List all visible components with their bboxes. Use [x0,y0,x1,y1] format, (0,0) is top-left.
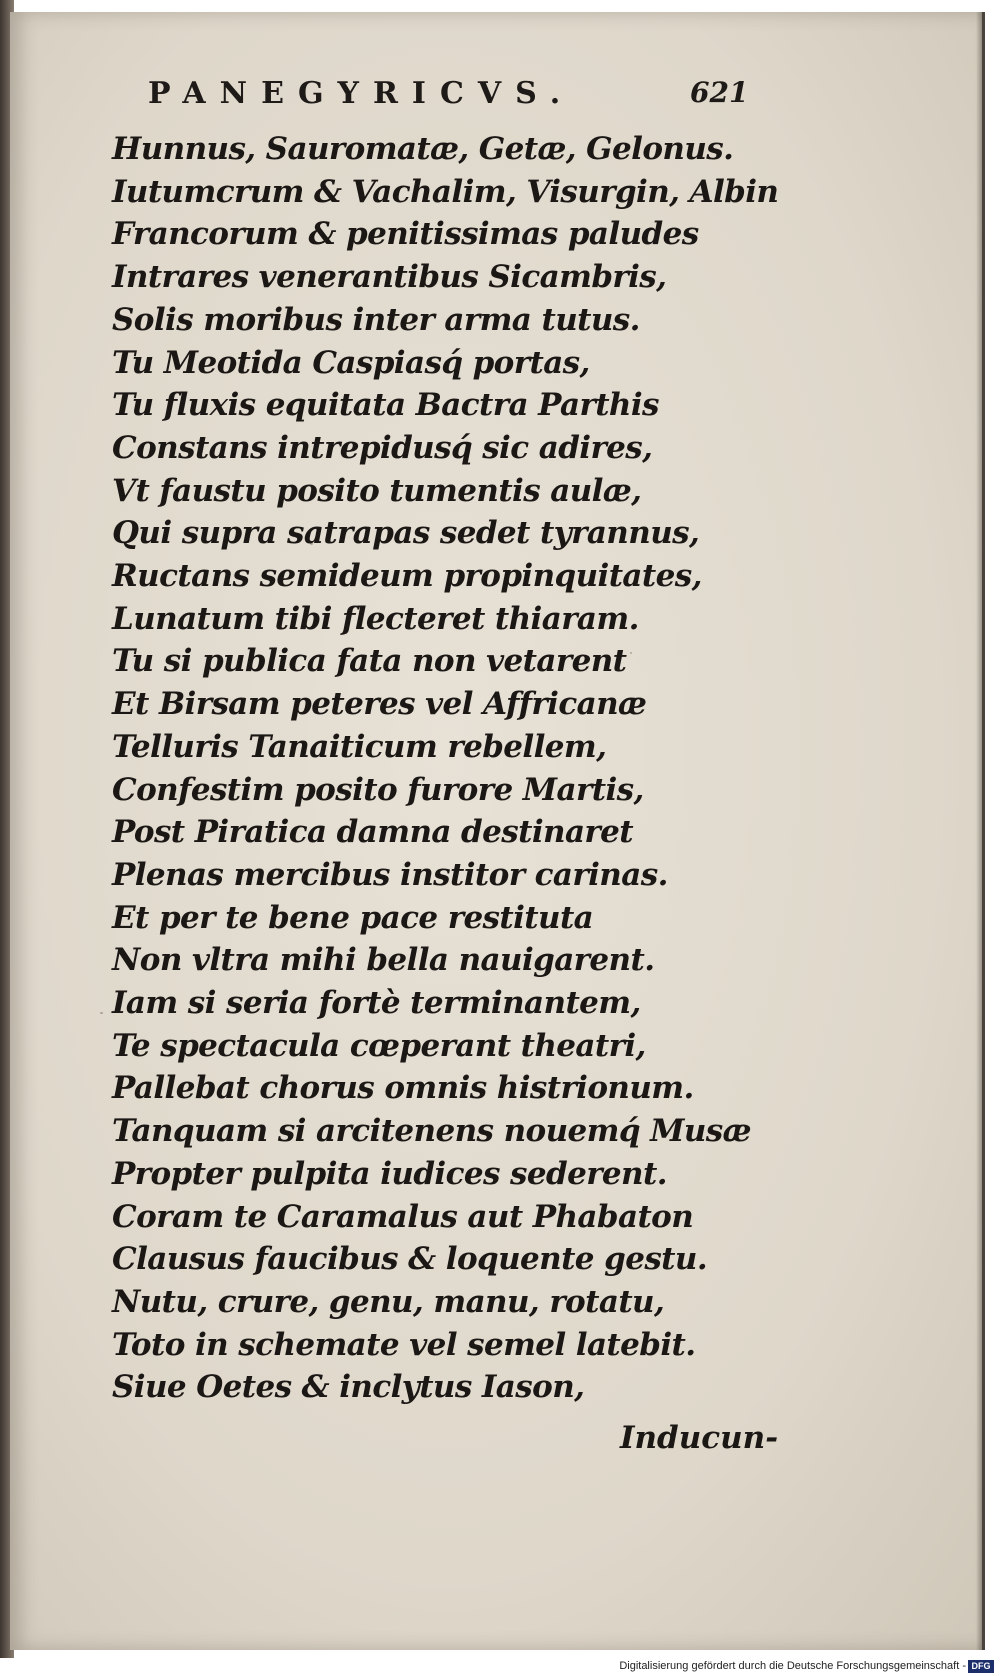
verse-line: Toto in schemate vel semel latebit. [112,1326,696,1363]
verse-line: Coram te Caramalus aut Phabaton [112,1198,694,1235]
verse-line: Francorum & penitissimas paludes [112,216,699,253]
verse-line: Tu Meotida Caspiasq́ portas, [112,344,590,381]
verse-line: Nutu, crure, genu, manu, rotatu, [112,1283,665,1320]
dfg-logo-icon: DFG [968,1660,994,1673]
verse-line: Siue Oetes & inclytus Iason, [112,1369,585,1406]
verse-line: Pallebat chorus omnis histrionum. [112,1070,694,1107]
verse-line: Lunatum tibi flecteret thiaram. [112,600,639,637]
catchword: Inducun- [620,1420,779,1456]
verse-line: Post Piratica damna destinaret [112,814,634,851]
verse-line: Confestim posito furore Martis, [112,771,644,808]
digitization-credit: Digitalisierung gefördert durch die Deutsche Forschungsgemeinschaft - [619,1660,966,1672]
verse-line: Iutumcrum & Vachalim, Visurgin, Albin [112,173,779,210]
verse-line: Constans intrepidusq́ sic adires, [112,429,653,466]
verse-line: Tu si publica fata non vetarent [112,643,627,680]
verse-line: Te spectacula cœperant theatri, [112,1027,646,1064]
verse-line: Telluris Tanaiticum rebellem, [112,728,607,765]
verse-line: Intrares venerantibus Sicambris, [112,259,667,296]
verse-text [112,128,778,1409]
page-edge-shadow [976,12,982,1650]
paper-speck [100,1012,103,1014]
verse-line: Qui supra satrapas sedet tyrannus, [112,515,700,552]
verse-line: Tanquam si arcitenens nouemq́ Musæ [112,1113,751,1150]
verse-line: Ructans semideum propinquitates, [112,558,702,595]
verse-line: Non vltra mihi bella nauigarent. [112,942,655,979]
verse-line: Propter pulpita iudices sederent. [112,1155,667,1192]
verse-line: Vt faustu posito tumentis aulæ, [112,472,642,509]
verse-line: Plenas mercibus institor carinas. [112,856,668,893]
verse-line: Hunnus, Sauromatæ, Getæ, Gelonus. [112,131,734,167]
verse-line: Et Birsam peteres vel Affricanæ [112,686,647,723]
verse-line: Solis moribus inter arma tutus. [112,301,640,338]
verse-line: Iam si seria fortè terminantem, [112,985,641,1022]
running-head: PANEGYRICVS. [148,76,575,111]
verse-line: Et per te bene pace restituta [112,899,594,936]
verse-line: Tu fluxis equitata Bactra Parthis [112,387,659,424]
page-number: 621 [690,76,749,109]
verse-line: Clausus faucibus & loquente gestu. [112,1241,708,1278]
